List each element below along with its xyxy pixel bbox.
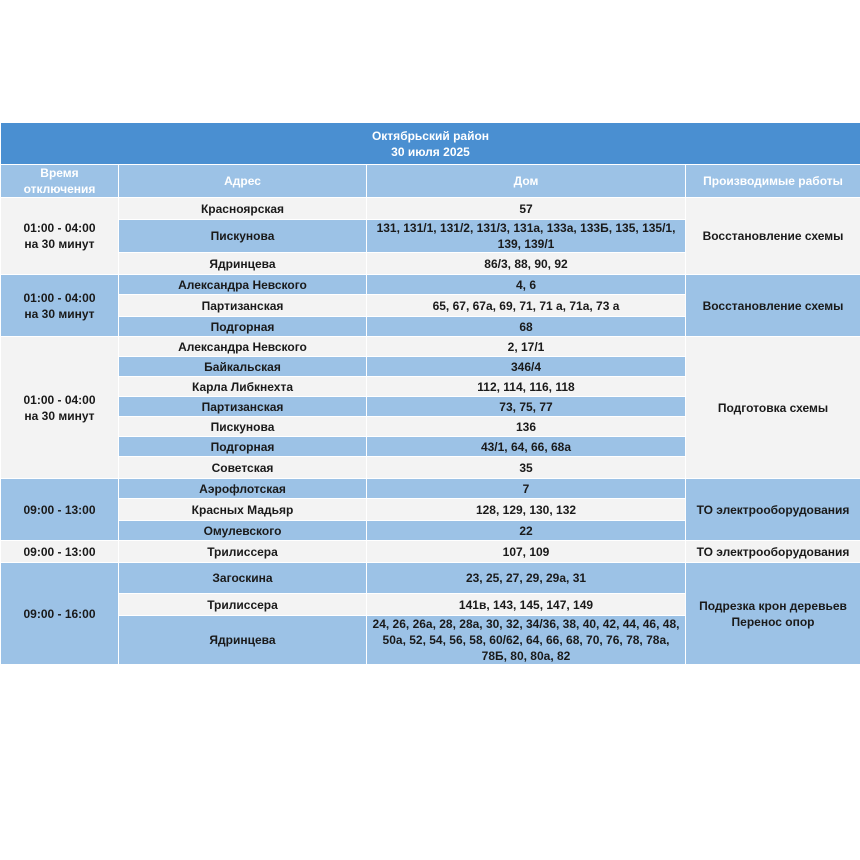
street-cell: Партизанская bbox=[119, 397, 367, 417]
outage-time-cell bbox=[1, 275, 119, 337]
houses-cell: 23, 25, 27, 29, 29а, 31 bbox=[367, 563, 686, 594]
street-cell: Красных Мадьяр bbox=[119, 499, 367, 521]
work-type-line: ТО электрооборудования bbox=[696, 502, 850, 517]
outage-time-line: 01:00 - 04:00 bbox=[23, 221, 96, 235]
street-cell: Подгорная bbox=[119, 437, 367, 457]
street-cell: Ядринцева bbox=[119, 616, 367, 665]
table-row bbox=[1, 563, 860, 594]
houses-cell: 86/3, 88, 90, 92 bbox=[367, 253, 686, 275]
table-title bbox=[1, 123, 860, 165]
outage-time-cell bbox=[1, 563, 119, 665]
header-address: Адрес bbox=[119, 165, 367, 198]
houses-cell: 73, 75, 77 bbox=[367, 397, 686, 417]
street-cell: Пискунова bbox=[119, 417, 367, 437]
street-cell: Трилиссера bbox=[119, 541, 367, 563]
work-type-cell bbox=[686, 541, 860, 563]
street-cell: Советская bbox=[119, 457, 367, 479]
houses-cell: 7 bbox=[367, 479, 686, 499]
outage-time-line: на 30 минут bbox=[24, 237, 95, 251]
work-type-cell bbox=[686, 479, 860, 541]
houses-cell: 107, 109 bbox=[367, 541, 686, 563]
outage-time-line: 01:00 - 04:00 bbox=[23, 290, 96, 305]
street-cell: Трилиссера bbox=[119, 594, 367, 616]
outage-time-line: 01:00 - 04:00 bbox=[23, 392, 96, 407]
work-type-cell bbox=[686, 563, 860, 665]
work-type-line: Подрезка крон деревьев bbox=[699, 598, 847, 613]
houses-cell: 346/4 bbox=[367, 357, 686, 377]
table-row bbox=[1, 479, 860, 499]
outage-time-line: 09:00 - 16:00 bbox=[23, 606, 96, 621]
table-title-row bbox=[1, 123, 860, 165]
district-name: Октябрьский район bbox=[371, 128, 490, 143]
work-type-line: Восстановление схемы bbox=[702, 298, 844, 313]
houses-cell: 112, 114, 116, 118 bbox=[367, 377, 686, 397]
work-type-line: ТО электрооборудования bbox=[696, 544, 850, 559]
outage-time-cell bbox=[1, 337, 119, 479]
street-cell: Александра Невского bbox=[119, 275, 367, 295]
houses-cell: 22 bbox=[367, 521, 686, 541]
header-work: Производимые работы bbox=[686, 165, 860, 198]
street-cell: Александра Невского bbox=[119, 337, 367, 357]
outage-time-line: 09:00 - 13:00 bbox=[23, 544, 96, 559]
street-cell: Загоскина bbox=[119, 563, 367, 594]
street-cell: Омулевского bbox=[119, 521, 367, 541]
outage-time-cell bbox=[1, 198, 119, 275]
houses-cell: 35 bbox=[367, 457, 686, 479]
houses-cell: 24, 26, 26а, 28, 28а, 30, 32, 34/36, 38, 40, 42, 44, 46, 48, 50а, 52, 54, 56, 58, 60/62, 64, 66, 68, 70, 76, 78, 78а, 78Б, 80, 80а, 82 bbox=[367, 616, 686, 665]
houses-cell: 4, 6 bbox=[367, 275, 686, 295]
outage-time-line: на 30 минут bbox=[24, 306, 95, 321]
work-type-cell bbox=[686, 337, 860, 479]
houses-cell: 141в, 143, 145, 147, 149 bbox=[367, 594, 686, 616]
houses-cell: 2, 17/1 bbox=[367, 337, 686, 357]
houses-cell: 131, 131/1, 131/2, 131/3, 131а, 133а, 133Б, 135, 135/1, 139, 139/1 bbox=[367, 220, 686, 253]
work-type-line: Подготовка схемы bbox=[717, 400, 829, 415]
outage-time-cell bbox=[1, 541, 119, 563]
houses-cell: 57 bbox=[367, 198, 686, 220]
outage-time-cell bbox=[1, 479, 119, 541]
header-time: Время отключения bbox=[1, 165, 119, 198]
outage-time-line: 09:00 - 13:00 bbox=[23, 502, 96, 517]
street-cell: Ядринцева bbox=[119, 253, 367, 275]
table-row bbox=[1, 541, 860, 563]
table-row bbox=[1, 275, 860, 295]
work-type-cell bbox=[686, 275, 860, 337]
street-cell: Пискунова bbox=[119, 220, 367, 253]
work-type-cell bbox=[686, 198, 860, 275]
houses-cell: 43/1, 64, 66, 68а bbox=[367, 437, 686, 457]
houses-cell: 136 bbox=[367, 417, 686, 437]
work-type-line: Восстановление схемы bbox=[702, 229, 844, 243]
table-row bbox=[1, 337, 860, 357]
outage-schedule-table bbox=[0, 122, 860, 665]
header-row bbox=[1, 165, 860, 198]
schedule-date: 30 июля 2025 bbox=[391, 144, 470, 159]
header-house: Дом bbox=[367, 165, 686, 198]
houses-cell: 68 bbox=[367, 317, 686, 337]
street-cell: Карла Либкнехта bbox=[119, 377, 367, 397]
houses-cell: 128, 129, 130, 132 bbox=[367, 499, 686, 521]
street-cell: Аэрофлотская bbox=[119, 479, 367, 499]
street-cell: Подгорная bbox=[119, 317, 367, 337]
table-row bbox=[1, 198, 860, 220]
houses-cell: 65, 67, 67а, 69, 71, 71 а, 71а, 73 а bbox=[367, 295, 686, 317]
street-cell: Байкальская bbox=[119, 357, 367, 377]
street-cell: Партизанская bbox=[119, 295, 367, 317]
work-type-line: Перенос опор bbox=[731, 614, 815, 629]
table-body bbox=[1, 198, 860, 665]
outage-time-line: на 30 минут bbox=[24, 408, 95, 423]
street-cell: Красноярская bbox=[119, 198, 367, 220]
